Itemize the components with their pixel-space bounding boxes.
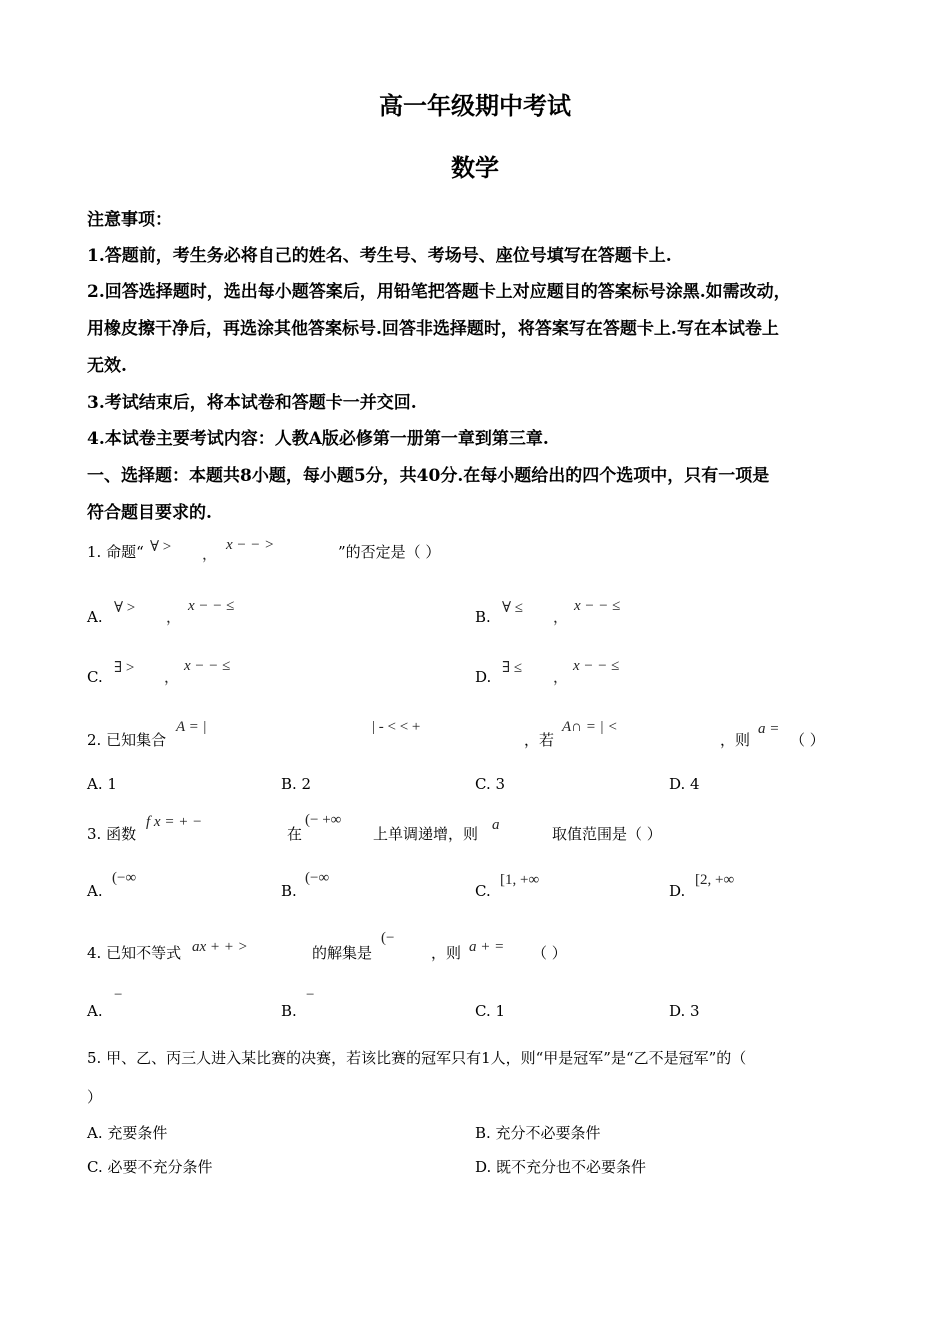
q1-math-1: ∀ > <box>150 539 172 555</box>
q4-math-1: ax + + > <box>192 939 248 955</box>
q2-mid: ，若 <box>524 731 555 749</box>
q1-option-b-label: B. <box>475 608 491 626</box>
q3-option-d-math: [2, +∞ <box>695 872 735 888</box>
q1-option-a-math-3: x − − ≤ <box>188 598 235 614</box>
notice-item-2-line-1: 2.回答选择题时，选出每小题答案后，用铅笔把答题卡上对应题目的答案标号涂黑.如需改动， <box>87 282 791 302</box>
q1-option-b-math-2: ， <box>553 610 569 626</box>
q2-option-d: D. 4 <box>669 775 700 793</box>
q2-math-2: | - < < + <box>372 719 421 735</box>
q4-mid-2: ，则 <box>431 944 462 962</box>
q1-option-b-math-3: x − − ≤ <box>574 598 621 614</box>
q1-option-c-math-3: x − − ≤ <box>184 658 231 674</box>
q3-math-1: f x = + − <box>146 814 203 830</box>
q3-math-3: a <box>492 817 500 833</box>
notice-item-2-line-2: 用橡皮擦干净后，再选涂其他答案标号.回答非选择题时，将答案写在答题卡上.写在本试卷上 <box>87 319 779 339</box>
q1-suffix: ”的否定是（ ） <box>338 543 441 561</box>
q1-option-c-label: C. <box>87 668 103 686</box>
notice-heading: 注意事项： <box>87 210 172 230</box>
q4-option-a-math: − <box>114 987 123 1003</box>
q5-line-2: ） <box>87 1088 103 1106</box>
q4-mid: 的解集是 <box>312 944 373 962</box>
section-1-line-2: 符合题目要求的. <box>87 503 212 523</box>
exam-title: 高一年级期中考试 <box>379 91 571 120</box>
q4-prefix: 4. 已知不等式 <box>87 944 182 962</box>
q1-prefix: 1. 命题“ <box>87 543 144 561</box>
q4-option-d: D. 3 <box>669 1002 700 1020</box>
q5-option-b: B. 充分不必要条件 <box>475 1124 601 1142</box>
q2-math-3: A∩ = | < <box>562 719 618 735</box>
q3-mid-2: 上单调递增，则 <box>373 825 479 843</box>
q1-option-c-math-1: ∃ > <box>114 660 135 676</box>
q5-option-d: D. 既不充分也不必要条件 <box>475 1158 647 1176</box>
q2-math-4: a = <box>758 721 780 737</box>
q1-option-d-label: D. <box>475 668 492 686</box>
q3-option-c-label: C. <box>475 882 491 900</box>
q3-option-c-math: [1, +∞ <box>500 872 540 888</box>
notice-item-1: 1.答题前，考生务必将自己的姓名、考生号、考场号、座位号填写在答题卡上. <box>87 246 672 266</box>
q1-option-a-label: A. <box>87 608 103 626</box>
q3-option-b-label: B. <box>281 882 297 900</box>
q3-option-a-label: A. <box>87 882 103 900</box>
q5-option-a: A. 充要条件 <box>87 1124 168 1142</box>
q1-option-d-math-3: x − − ≤ <box>573 658 620 674</box>
q1-math-3: x − − > <box>226 537 275 553</box>
q2-mid-2: ，则 <box>720 731 751 749</box>
q4-option-c: C. 1 <box>475 1002 506 1020</box>
q3-suffix: 取值范围是（ ） <box>552 825 662 843</box>
q2-suffix: （ ） <box>790 731 825 749</box>
q1-option-d-math-1: ∃ ≤ <box>502 660 523 676</box>
q3-option-a-math: (−∞ <box>112 870 137 886</box>
q2-prefix: 2. 已知集合 <box>87 731 167 749</box>
notice-item-3: 3.考试结束后，将本试卷和答题卡一并交回. <box>87 393 417 413</box>
q4-option-a-label: A. <box>87 1002 103 1020</box>
q3-prefix: 3. 函数 <box>87 825 137 843</box>
q5-line-1: 5. 甲、乙、丙三人进入某比赛的决赛，若该比赛的冠军只有1人，则“甲是冠军”是“乙不是冠军”的（ <box>87 1049 747 1067</box>
q1-math-2: ， <box>202 547 218 563</box>
q4-math-3: a + = <box>469 939 505 955</box>
q4-option-b-math: − <box>306 987 315 1003</box>
q2-option-c: C. 3 <box>475 775 506 793</box>
q3-math-2: (− +∞ <box>305 812 342 828</box>
q4-option-b-label: B. <box>281 1002 297 1020</box>
subject-title: 数学 <box>451 153 499 182</box>
q1-option-a-math-1: ∀ > <box>114 600 136 616</box>
q2-option-a: A. 1 <box>87 775 117 793</box>
q1-option-a-math-2: ， <box>166 610 182 626</box>
q4-math-2: (− <box>381 930 395 946</box>
q1-option-c-math-2: ， <box>164 670 180 686</box>
q3-option-b-math: (−∞ <box>305 870 330 886</box>
q2-option-b: B. 2 <box>281 775 312 793</box>
notice-item-2-line-3: 无效. <box>87 356 127 376</box>
q2-math-1: A = | <box>176 719 207 735</box>
q3-mid: 在 <box>287 825 303 843</box>
q5-option-c: C. 必要不充分条件 <box>87 1158 213 1176</box>
notice-item-4: 4.本试卷主要考试内容：人教A版必修第一册第一章到第三章. <box>87 429 549 449</box>
q1-option-b-math-1: ∀ ≤ <box>502 600 524 616</box>
q3-option-d-label: D. <box>669 882 686 900</box>
q4-suffix: （ ） <box>532 944 567 962</box>
q1-option-d-math-2: ， <box>553 670 569 686</box>
section-1-line-1: 一、选择题：本题共8小题，每小题5分，共40分.在每小题给出的四个选项中，只有一项是 <box>87 466 770 486</box>
